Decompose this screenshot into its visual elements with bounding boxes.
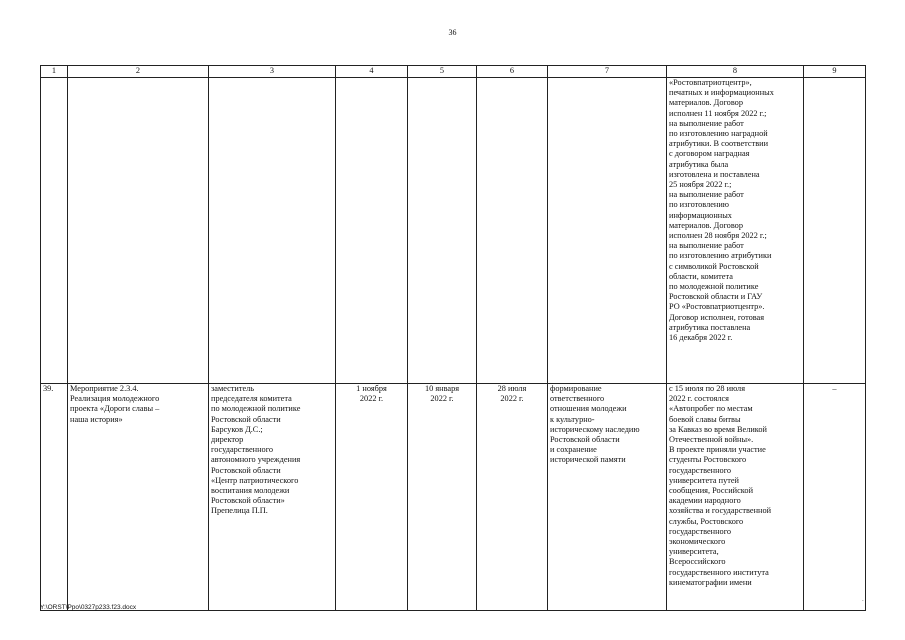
col-header-5: 5 bbox=[408, 66, 477, 78]
text-line: информационных bbox=[669, 210, 732, 220]
text-line: автономного учреждения bbox=[211, 455, 301, 465]
text-line: председателя комитета bbox=[211, 394, 292, 404]
text-line: атрибутика поставлена bbox=[669, 322, 751, 332]
text-line: Ростовской области и ГАУ bbox=[669, 292, 763, 302]
text-line: «Центр патриотического bbox=[211, 475, 299, 485]
text-line: по изготовлению наградной bbox=[669, 129, 768, 139]
text-line: экономического bbox=[669, 537, 726, 547]
activity-name-cell bbox=[68, 384, 209, 611]
text-line: с 15 июля по 28 июля bbox=[669, 384, 746, 393]
text-line: заместитель bbox=[211, 384, 255, 393]
text-line: Мероприятие 2.3.4. bbox=[70, 384, 139, 393]
table-row bbox=[41, 384, 866, 611]
text-line: 1 ноября bbox=[356, 384, 387, 393]
text-line: Барсуков Д.С.; bbox=[211, 424, 263, 434]
text-line: атрибутика была bbox=[669, 159, 729, 169]
text-line: Реализация молодежного bbox=[70, 394, 160, 404]
actual-end-cell bbox=[477, 384, 548, 611]
text-line: государственного bbox=[211, 445, 274, 455]
text-line: проекта «Дороги славы – bbox=[70, 404, 160, 414]
text-line: формирование bbox=[550, 384, 602, 393]
col-header-4: 4 bbox=[336, 66, 408, 78]
text-line: с символикой Ростовской bbox=[669, 261, 759, 271]
text-line: 2022 г. bbox=[359, 394, 384, 404]
text-line: изготовлена и поставлена bbox=[669, 169, 760, 179]
text-line: Ростовской области bbox=[211, 465, 281, 475]
column-number-header-row bbox=[41, 66, 866, 78]
actual-start-cell bbox=[408, 384, 477, 611]
text-line: 10 января bbox=[424, 384, 460, 393]
text-line: к культурно- bbox=[550, 414, 595, 424]
text-line: печатных и информационных bbox=[669, 88, 774, 98]
col-header-2: 2 bbox=[68, 66, 209, 78]
report-table bbox=[40, 65, 866, 611]
text-line: 2022 г. состоялся bbox=[669, 394, 729, 404]
text-line: РО «Ростовпатриотцентр». bbox=[669, 302, 765, 312]
text-line: на выполнение работ bbox=[669, 190, 744, 200]
text-line: материалов. Договор bbox=[669, 220, 743, 230]
text-line: по молодежной политике bbox=[669, 282, 759, 292]
text-line: кинематографии имени bbox=[669, 577, 752, 587]
text-line: государственного bbox=[669, 465, 732, 475]
text-line: государственного института bbox=[669, 567, 769, 577]
file-path-footer: Y:\ORST\Ppo\0327p233.f23.docx bbox=[40, 604, 137, 611]
text-line: историческому наследию bbox=[550, 424, 640, 434]
text-line: государственного bbox=[669, 526, 732, 536]
text-line: университета путей bbox=[669, 475, 739, 485]
text-line: «Автопробег по местам bbox=[669, 404, 753, 414]
cell bbox=[336, 78, 408, 384]
text-line: 25 ноября 2022 г.; bbox=[669, 180, 732, 190]
text-line: Препелица П.П. bbox=[211, 506, 268, 516]
text-line: материалов. Договор bbox=[669, 98, 743, 108]
text-line: за Кавказ во время Великой bbox=[669, 424, 767, 434]
text-line: на выполнение работ bbox=[669, 118, 744, 128]
responsible-cell bbox=[209, 384, 336, 611]
text-line: атрибутики. В соответствии bbox=[669, 139, 769, 149]
text-line: Договор исполнен, готовая bbox=[669, 312, 765, 322]
col-header-6: 6 bbox=[477, 66, 548, 78]
text-line: отношения молодежи bbox=[550, 404, 627, 414]
text-line: боевой славы битвы bbox=[669, 414, 741, 424]
text-line: 2022 г. bbox=[500, 394, 524, 404]
text-line: директор bbox=[211, 435, 244, 445]
col-header-1: 1 bbox=[41, 66, 68, 78]
cell bbox=[41, 78, 68, 384]
text-line: на выполнение работ bbox=[669, 241, 744, 251]
expected-result-cell bbox=[548, 384, 667, 611]
col-header-3: 3 bbox=[209, 66, 336, 78]
text-line: Ростовской области bbox=[211, 414, 281, 424]
cell bbox=[804, 78, 866, 384]
text-line: исполнен 11 ноября 2022 г.; bbox=[669, 108, 767, 118]
deviation-cell: – bbox=[804, 384, 866, 611]
text-line: хозяйства и государственной bbox=[669, 506, 772, 516]
corner-mark: . bbox=[862, 595, 864, 603]
cell bbox=[209, 78, 336, 384]
col-header-8: 8 bbox=[667, 66, 804, 78]
text-line: университета, bbox=[669, 547, 719, 557]
text-line: и сохранение bbox=[550, 445, 597, 455]
text-line: Всероссийского bbox=[669, 557, 726, 567]
text-line: по изготовлению атрибутики bbox=[669, 251, 772, 261]
text-line: сообщения, Российской bbox=[669, 486, 754, 496]
row-number: 39. bbox=[41, 384, 68, 611]
text-line: академии народного bbox=[669, 496, 741, 506]
cell bbox=[408, 78, 477, 384]
col-header-7: 7 bbox=[548, 66, 667, 78]
text-line: Ростовской области bbox=[550, 435, 620, 445]
actual-result-cell bbox=[667, 384, 804, 611]
page-number: 36 bbox=[448, 28, 457, 37]
planned-start-cell bbox=[336, 384, 408, 611]
text-line: исторической памяти bbox=[550, 455, 626, 465]
text-line: 28 июля bbox=[497, 384, 527, 393]
table-row bbox=[41, 78, 866, 384]
text-line: области, комитета bbox=[669, 271, 733, 281]
text-line: В проекте приняли участие bbox=[669, 445, 766, 455]
col-header-9: 9 bbox=[804, 66, 866, 78]
text-line: Отечественной войны». bbox=[669, 435, 754, 445]
text-line: «Ростовпатриотцентр», bbox=[669, 78, 752, 87]
text-line: студенты Ростовского bbox=[669, 455, 747, 465]
text-line: по молодежной политике bbox=[211, 404, 301, 414]
result-cell bbox=[667, 78, 804, 384]
text-line: 16 декабря 2022 г. bbox=[669, 333, 733, 343]
text-line: 2022 г. bbox=[430, 394, 454, 404]
text-line: наша история» bbox=[70, 414, 123, 424]
text-line: ответственного bbox=[550, 394, 605, 404]
text-line: исполнен 28 ноября 2022 г.; bbox=[669, 231, 767, 241]
text-line: с договором наградная bbox=[669, 149, 750, 159]
cell bbox=[477, 78, 548, 384]
cell bbox=[68, 78, 209, 384]
text-line: воспитания молодежи bbox=[211, 486, 290, 496]
cell bbox=[548, 78, 667, 384]
text-line: Ростовской области» bbox=[211, 496, 285, 506]
text-line: службы, Ростовского bbox=[669, 516, 744, 526]
text-line: по изготовлению bbox=[669, 200, 729, 210]
